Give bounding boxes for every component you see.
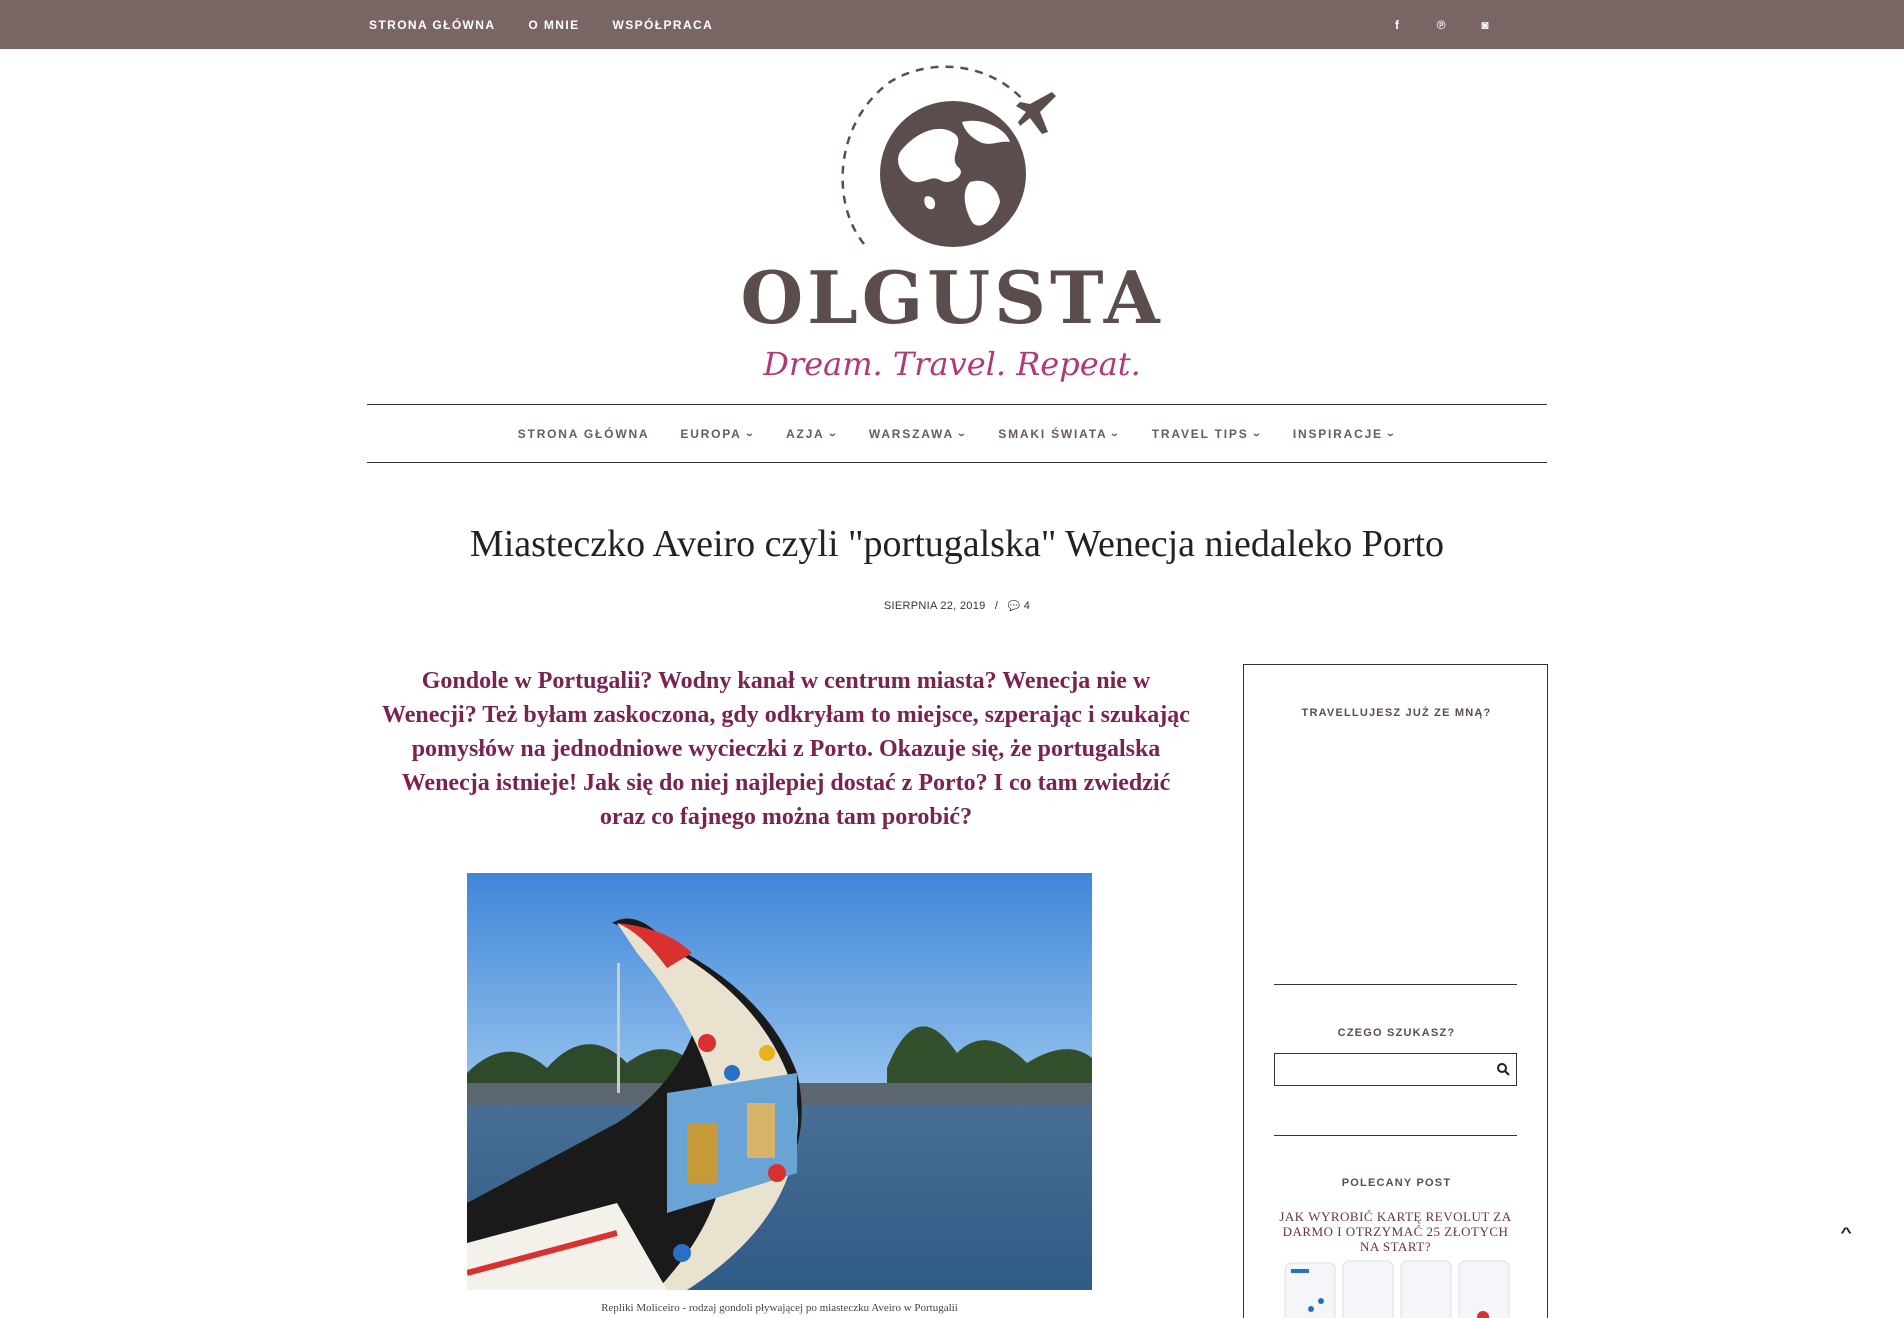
top-nav-cooperation[interactable]: WSPÓŁPRACA	[612, 17, 714, 32]
main-nav-europa[interactable]	[680, 427, 755, 441]
featured-post-image[interactable]	[1283, 1257, 1511, 1318]
search-icon[interactable]	[1496, 1062, 1510, 1076]
top-nav-home[interactable]: STRONA GŁÓWNA	[369, 17, 496, 32]
main-nav-label: AZJA	[785, 426, 825, 441]
post-meta	[0, 600, 1904, 612]
main-nav-label: INSPIRACJE	[1292, 426, 1383, 441]
main-nav	[367, 404, 1547, 463]
featured-heading: POLECANY POST	[1341, 1177, 1452, 1189]
chevron-down-icon: ⌄	[826, 428, 840, 438]
post-date: SIERPNIA 22, 2019	[883, 600, 986, 612]
meta-separator: /	[994, 600, 999, 612]
instagram-icon[interactable]: ◙	[1481, 17, 1489, 32]
main-nav-travel-tips[interactable]	[1152, 427, 1262, 441]
chevron-down-icon: ⌄	[1385, 428, 1399, 438]
facebook-icon[interactable]: f	[1395, 17, 1399, 32]
main-nav-label: WARSZAWA	[868, 426, 954, 441]
main-nav-label: TRAVEL TIPS	[1151, 426, 1249, 441]
featured-post-title[interactable]: JAK WYROBIĆ KARTĘ REVOLUT ZA DARMO I OTRZYMAĆ 25 ZŁOTYCH NA START?	[1279, 1209, 1512, 1254]
chevron-down-icon: ⌄	[1250, 428, 1264, 438]
site-logo-name[interactable]: OLGUSTA	[740, 255, 1164, 340]
search-heading: CZEGO SZUKASZ?	[1337, 1027, 1456, 1039]
sidebar-divider	[1274, 1135, 1517, 1136]
sidebar-divider	[1274, 984, 1517, 985]
comment-icon[interactable]: 💬	[1007, 601, 1021, 612]
main-nav-azja[interactable]	[786, 427, 838, 441]
top-nav-about[interactable]: O MNIE	[528, 17, 580, 32]
main-nav-label: EUROPA	[680, 426, 742, 441]
main-nav-label: SMAKI ŚWIATA	[998, 426, 1108, 441]
pinterest-icon[interactable]: ℗	[1436, 17, 1446, 32]
chevron-down-icon: ⌄	[743, 428, 757, 438]
top-nav	[369, 0, 713, 49]
sidebar	[1243, 664, 1548, 1318]
main-nav-smaki-swiata[interactable]	[998, 427, 1121, 441]
main-nav-warszawa[interactable]	[868, 426, 970, 441]
main-nav-home[interactable]	[518, 427, 650, 441]
photo-caption: Repliki Moliceiro - rodzaj gondoli pływającej po miasteczku Aveiro w Portugalii	[601, 1302, 958, 1314]
site-tagline: Dream. Travel. Repeat.	[763, 345, 1141, 383]
post-title: Miasteczko Aveiro czyli "portugalska" Wenecja niedaleko Porto	[469, 523, 1445, 565]
globe-plane-logo-icon[interactable]	[830, 62, 1070, 252]
top-bar	[0, 0, 1904, 49]
post-intro: Gondole w Portugalii? Wodny kanał w centrum miasta? Wenecja nie w Wenecji? Też byłam zaskoczona, gdy odkryłam to miejsce, szperając i szukając pomysłów na jednodniowe wycieczki z Porto. Okazuje się, że portugalska Wenecja istnieje! Jak się do niej najlepiej dostać z Porto? I co tam zwiedzić oraz co fajnego można tam porobić?	[382, 668, 1190, 830]
post-photo	[467, 873, 1092, 1290]
chevron-down-icon: ⌄	[1109, 428, 1123, 438]
search-input[interactable]	[1275, 1054, 1485, 1085]
back-to-top-chevron-up-icon[interactable]: ^	[1840, 1224, 1852, 1240]
chevron-down-icon: ⌄	[956, 428, 970, 438]
main-nav-inspiracje[interactable]	[1292, 426, 1399, 441]
comment-count[interactable]: 4	[1023, 600, 1031, 612]
social-links	[1390, 0, 1492, 49]
search-box	[1274, 1053, 1517, 1086]
follow-heading: TRAVELLUJESZ JUŻ ZE MNĄ?	[1301, 707, 1492, 719]
main-nav-label: STRONA GŁÓWNA	[517, 426, 650, 441]
